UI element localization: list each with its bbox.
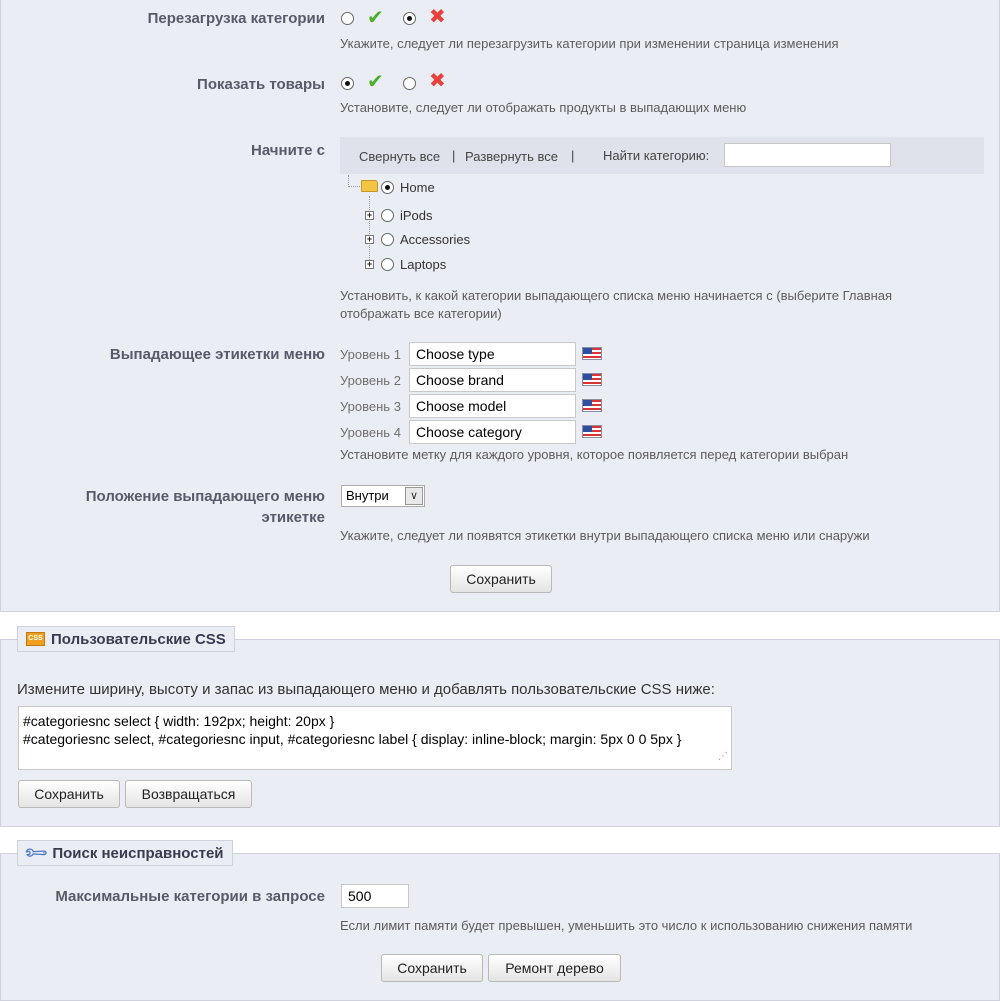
custom-css-save-button[interactable]: Сохранить	[18, 780, 120, 808]
troubleshooting-panel	[0, 853, 1000, 1001]
reload-categories-yes-radio[interactable]	[341, 12, 354, 25]
tree-radio-home[interactable]	[381, 181, 394, 194]
us-flag-icon[interactable]	[582, 373, 602, 386]
label-position-select[interactable]	[341, 485, 425, 507]
max-categories-input[interactable]	[341, 884, 409, 908]
custom-css-title: Пользовательские CSS	[51, 630, 226, 648]
checkmark-icon: ✔	[367, 71, 384, 93]
label-position-label-line1: Положение выпадающего меню	[85, 488, 325, 505]
search-category-label: Найти категорию:	[603, 148, 710, 163]
show-products-hint: Установите, следует ли отображать продукты в выпадающих меню	[340, 100, 747, 115]
start-with-hint-line1: Установить, к какой категории выпадающего списка меню начинается с (выберите Главная	[340, 288, 893, 303]
level-1-label: Уровень 1	[340, 347, 401, 362]
level-4-label: Уровень 4	[340, 425, 401, 440]
tree-radio-accessories[interactable]	[381, 233, 394, 246]
tree-connector	[348, 175, 362, 187]
expand-accessories-icon[interactable]: +	[366, 234, 373, 244]
wrench-icon: 🔧︎	[23, 840, 50, 867]
custom-css-revert-button[interactable]: Возвращаться	[125, 780, 252, 808]
level-1-input[interactable]	[409, 342, 576, 366]
troubleshooting-save-button[interactable]: Сохранить	[381, 954, 483, 982]
start-with-label: Начните с	[251, 142, 325, 159]
us-flag-icon[interactable]	[582, 347, 602, 360]
folder-open-icon	[361, 180, 378, 192]
search-category-input[interactable]	[724, 143, 891, 167]
tree-radio-laptops[interactable]	[381, 258, 394, 271]
show-products-label: Показать товары	[197, 76, 325, 93]
repair-tree-button[interactable]: Ремонт дерево	[488, 954, 621, 982]
us-flag-icon[interactable]	[582, 399, 602, 412]
show-products-yes-radio[interactable]	[341, 77, 354, 90]
custom-css-textarea[interactable]	[18, 706, 732, 770]
tree-item-laptops[interactable]: Laptops	[400, 257, 447, 272]
start-with-hint-line2: отображать все категории)	[340, 306, 502, 321]
level-2-input[interactable]	[409, 368, 576, 392]
label-position-hint: Укажите, следует ли появятся этикетки внутри выпадающего списка меню или снаружи	[340, 528, 870, 543]
tree-item-accessories[interactable]: Accessories	[400, 232, 471, 247]
tree-toolbar	[340, 137, 984, 174]
level-4-input[interactable]	[409, 420, 576, 444]
resize-handle-icon[interactable]: ⋰	[718, 751, 727, 762]
expand-all-link[interactable]: Развернуть все	[465, 149, 559, 164]
cross-icon: ✖	[429, 6, 446, 28]
css-icon: CSS	[26, 632, 45, 646]
reload-categories-hint: Укажите, следует ли перезагрузить категории при изменении страница изменения	[340, 36, 839, 51]
reload-categories-no-radio[interactable]	[403, 12, 416, 25]
settings-save-button[interactable]: Сохранить	[450, 565, 552, 593]
custom-css-panel	[0, 639, 1000, 827]
cross-icon: ✖	[429, 70, 446, 92]
dropdown-labels-label: Выпадающее этикетки меню	[109, 346, 325, 363]
custom-css-code-line1: #categoriesnc select { width: 192px; height: 20px }	[23, 713, 335, 729]
tree-item-home[interactable]: Home	[400, 180, 435, 195]
label-position-label-line2: этикетке	[261, 509, 325, 526]
tree-item-ipods[interactable]: iPods	[400, 208, 433, 223]
troubleshooting-legend	[17, 840, 233, 866]
level-2-label: Уровень 2	[340, 373, 401, 388]
chevron-down-icon: ∨	[405, 487, 423, 505]
collapse-all-link[interactable]: Свернуть все	[359, 149, 441, 164]
max-categories-hint: Если лимит памяти будет превышен, уменьшить это число к использованию снижения памяти	[340, 918, 913, 933]
toolbar-separator: |	[452, 148, 456, 163]
tree-radio-ipods[interactable]	[381, 209, 394, 222]
dropdown-labels-hint: Установите метку для каждого уровня, которое появляется перед категории выбран	[340, 447, 849, 462]
us-flag-icon[interactable]	[582, 425, 602, 438]
label-position-selected: Внутри	[346, 488, 389, 503]
checkmark-icon: ✔	[367, 7, 384, 29]
toolbar-separator: |	[571, 148, 575, 163]
expand-laptops-icon[interactable]: +	[366, 259, 373, 269]
custom-css-description: Измените ширину, высоту и запас из выпадающего меню и добавлять пользовательские CSS ниже:	[17, 681, 715, 698]
tree-line	[369, 196, 371, 266]
custom-css-code-line2: #categoriesnc select, #categoriesnc input, #categoriesnc label { display: inline-block; margin: 5px 0 0 5px }	[23, 731, 682, 747]
troubleshooting-title: Поиск неисправностей	[52, 844, 224, 862]
max-categories-label: Максимальные категории в запросе	[55, 888, 325, 905]
level-3-label: Уровень 3	[340, 399, 401, 414]
custom-css-legend	[17, 626, 235, 652]
show-products-no-radio[interactable]	[403, 77, 416, 90]
expand-ipods-icon[interactable]: +	[366, 210, 373, 220]
level-3-input[interactable]	[409, 394, 576, 418]
reload-categories-label: Перезагрузка категории	[147, 10, 325, 27]
